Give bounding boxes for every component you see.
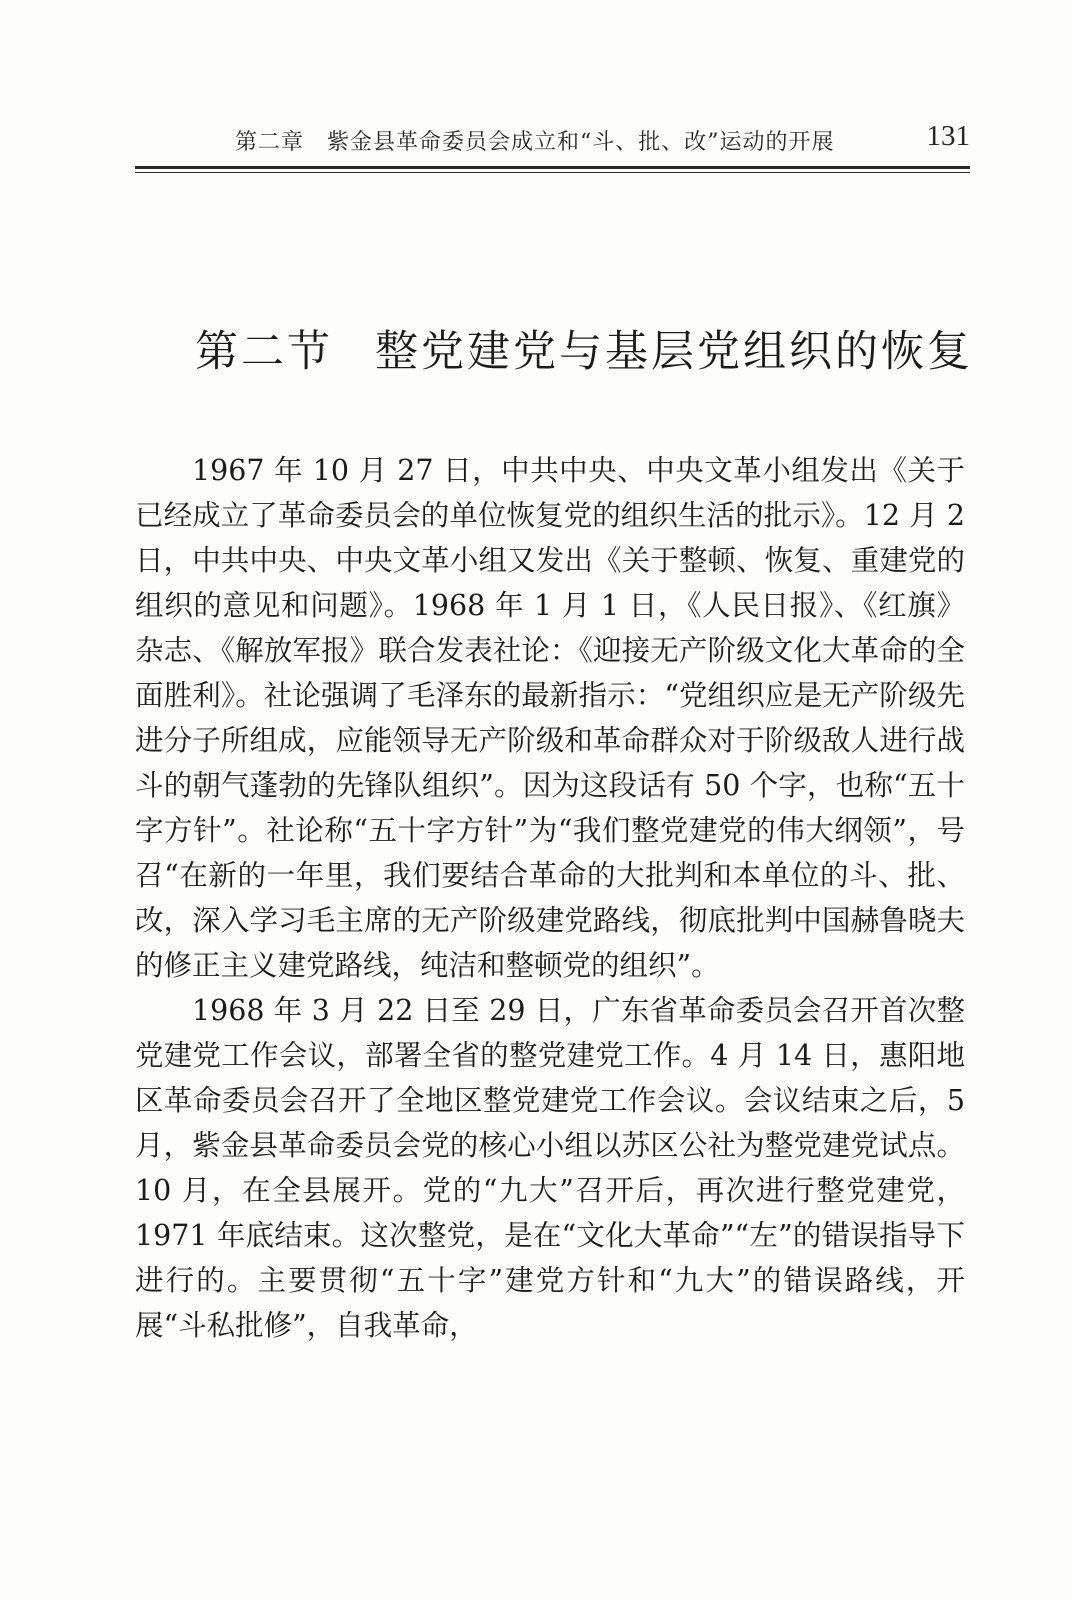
section-heading: [195, 318, 973, 379]
running-title: 第二章 紫金县革命委员会成立和“斗、批、改”运动的开展: [235, 130, 835, 155]
page-number: 131: [926, 120, 970, 152]
running-header: [135, 118, 970, 158]
paragraph: 1967 年 10 月 27 日，中共中央、中央文革小组发出《关于已经成立了革命委员会的单位恢复党的组织生活的批示》。12 月 2 日，中共中央、中央文革小组又发出《关于整顿、恢复、重建党的组织的意见和问题》。1968 年 1 月 1 日，《人民日报》、《红旗》杂志、《解放军报》联合发表社论：《迎接无产阶级文化大革命的全面胜利》。社论强调了毛泽东的最新指示：“党组织应是无产阶级先进分子所组成，应能领导无产阶级和革命群众对于阶级敌人进行战斗的朝气蓬勃的先锋队组织”。因为这段话有 50 个字，也称“五十字方针”。社论称“五十字方针”为“我们整党建党的伟大纲领”，号召“在新的一年里，我们要结合革命的大批判和本单位的斗、批、改，深入学习毛主席的无产阶级建党路线，彻底批判中国赫鲁晓夫的修正主义建党路线，纯洁和整顿党的组织”。: [135, 454, 965, 982]
section-label: 第二节: [195, 327, 333, 377]
header-rule-thin: [135, 172, 970, 173]
section-title: 整党建党与基层党组织的恢复: [375, 327, 973, 377]
header-rule-thick: [135, 166, 970, 169]
paragraph: 1968 年 3 月 22 日至 29 日，广东省革命委员会召开首次整党建党工作会议，部署全省的整党建党工作。4 月 14 日，惠阳地区革命委员会召开了全地区整党建党工作会议。会议结束之后，5 月，紫金县革命委员会党的核心小组以苏区公社为整党建党试点。10 月，在全县展开。党的“九大”召开后，再次进行整党建党，1971 年底结束。这次整党，是在“文化大革命”“左”的错误指导下进行的。主要贯彻“五十字”建党方针和“九大”的错误路线，开展“斗私批修”，自我革命，: [135, 994, 965, 1342]
body-text: [135, 448, 965, 1348]
